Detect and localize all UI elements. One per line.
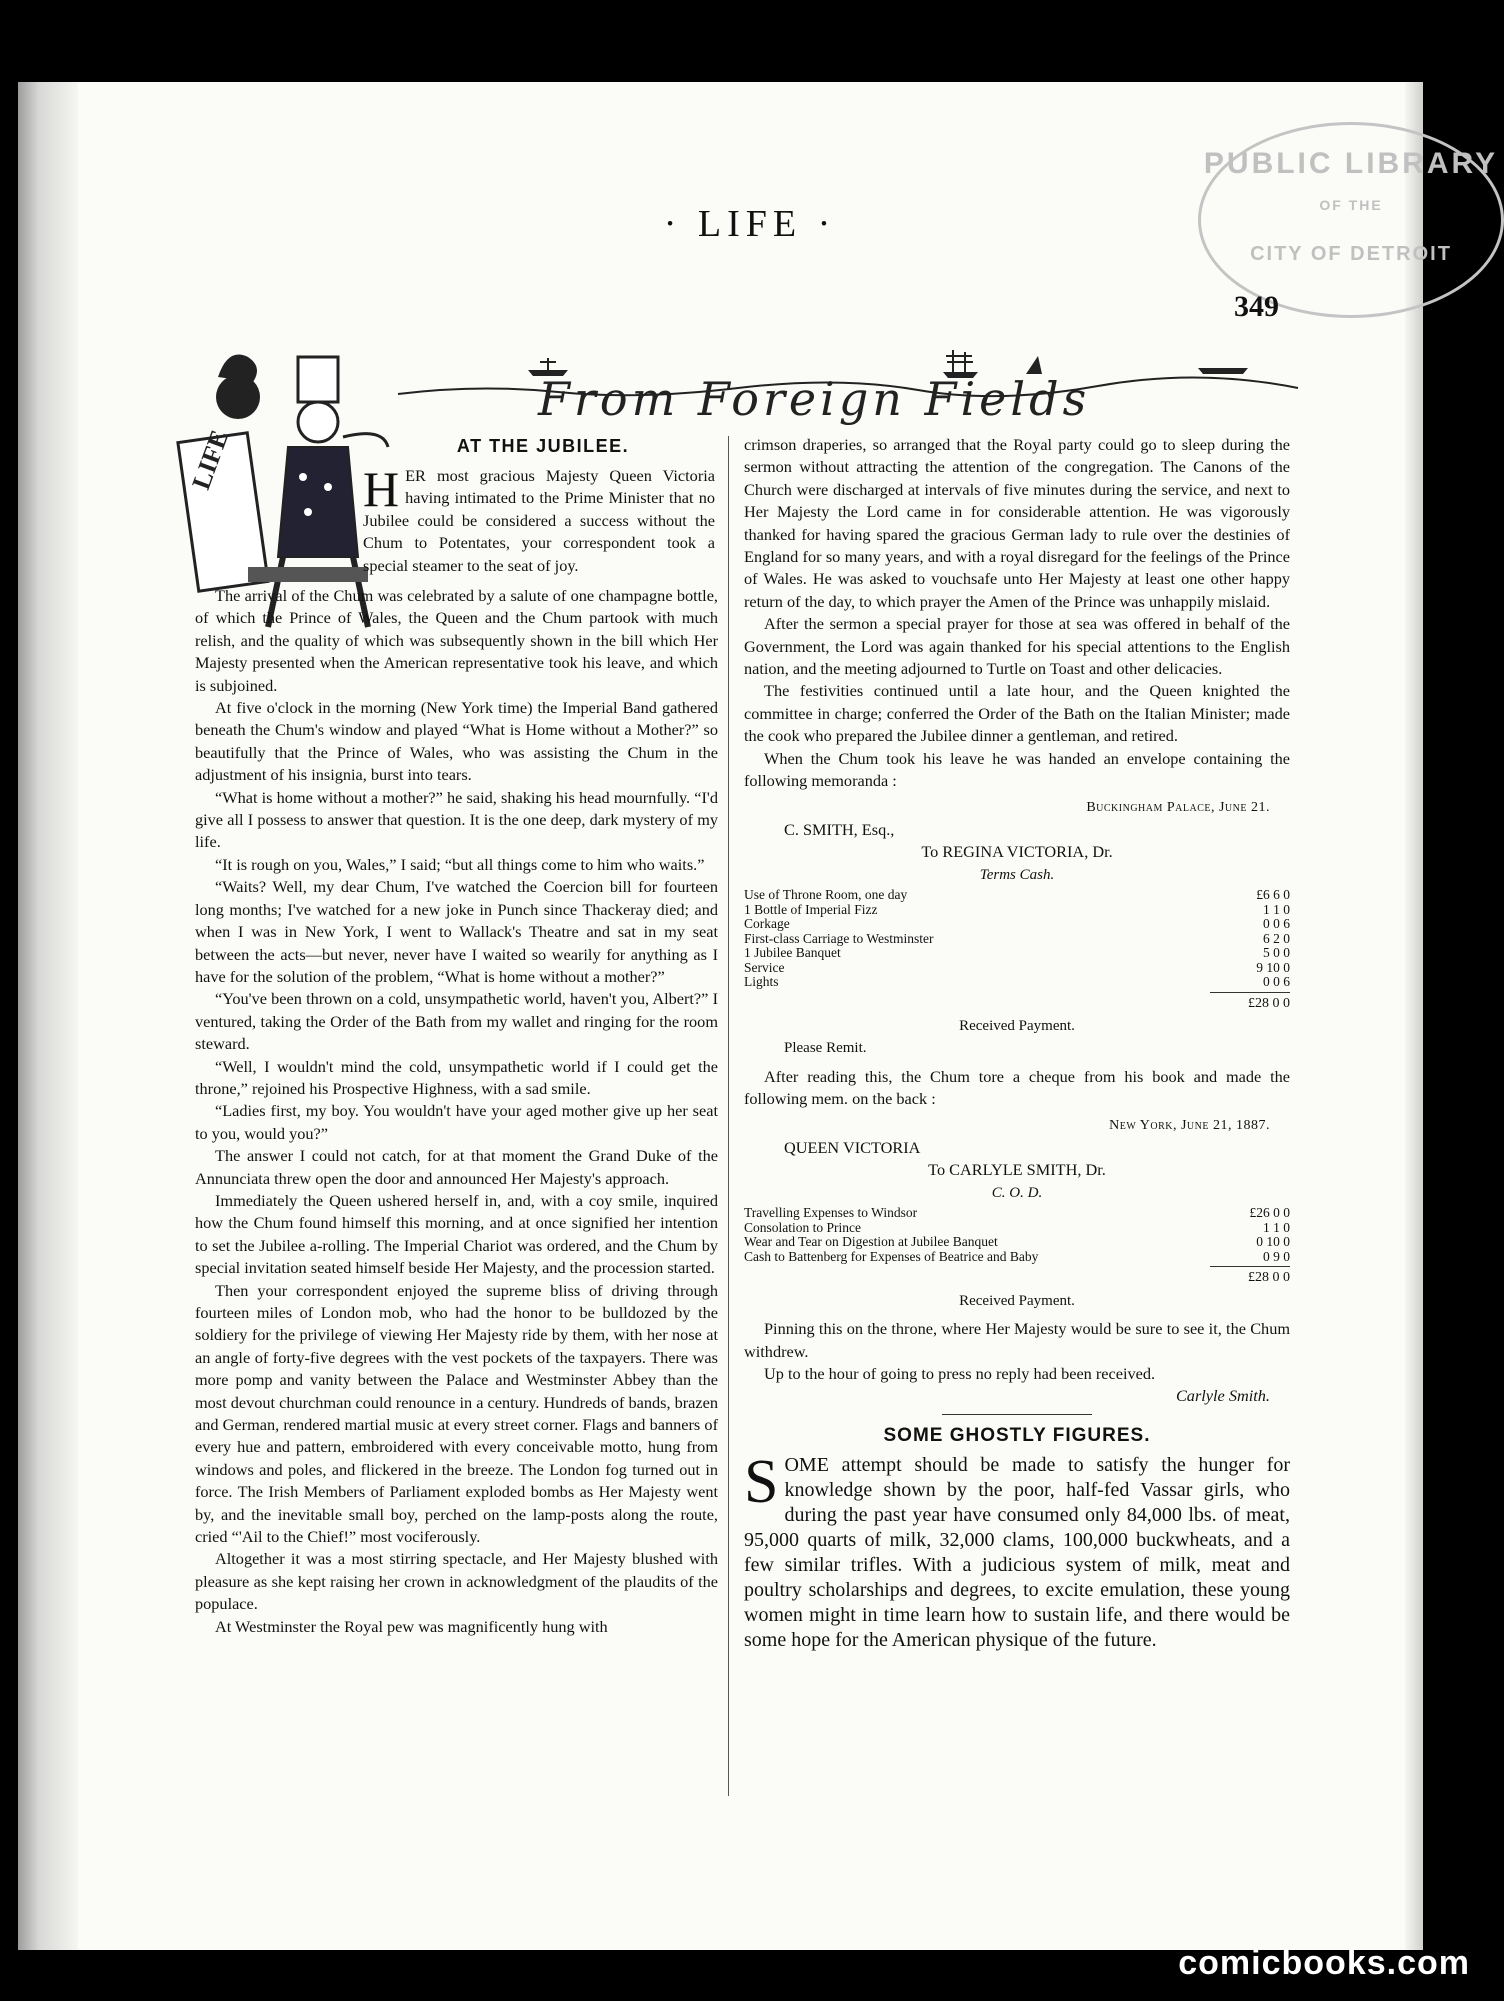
bill-item-amount: £6 6 0 <box>1256 887 1290 903</box>
intro-text: ER most gracious Majesty Queen Victoria having intimated to the Prime Minister that no Jubilee could be considered a success without the Chum to Potentates, your correspondent took a special steamer to the seat of joy. <box>363 466 715 575</box>
table-row <box>744 932 1290 947</box>
paragraph: crimson draperies, so arranged that the Royal party could go to sleep during the sermon without attracting the attention of the congregation. The Canons of the Church were discharged at intervals of five minutes during the service, and next to Her Majesty the Lord came in for considerable attention. He was vigorously thanked for having spared the gracious German lady to rule over the destinies of England for so many years, and with a royal disregard for the feelings of the Prince of Wales. He was asked to vouchsafe unto Her Majesty at least one other happy return of the day, to which prayer the Amen of the Prince was unhappily mislaid. <box>744 435 1290 611</box>
paragraph: Pinning this on the throne, where Her Majesty would be sure to see it, the Chum withdrew. <box>744 1319 1290 1361</box>
article-heading-jubilee: AT THE JUBILEE. <box>456 436 630 456</box>
bill-item-amount: 0 9 0 <box>1263 1248 1290 1264</box>
banner-title: From Foreign Fields <box>538 372 1091 426</box>
drop-cap-s: S <box>744 1448 779 1517</box>
table-row <box>744 1221 1290 1236</box>
table-row <box>744 1250 1290 1265</box>
bill-remit: Please Remit. <box>784 1040 867 1057</box>
table-row <box>744 1235 1290 1250</box>
bill-total: £28 0 0 <box>1210 1266 1290 1289</box>
paragraph: After the sermon a special prayer for those at sea was offered in behalf of the Government, the Lord was again thanked for his special attentions to the English nation, and the meeting adjourned to Turtle on Toast and other delicacies. <box>744 614 1290 679</box>
table-row <box>744 946 1290 961</box>
bill-total: £28 0 0 <box>1210 992 1290 1015</box>
stamp-line-1: PUBLIC LIBRARY <box>1203 147 1499 180</box>
bill-to-line: To CARLYLE SMITH, Dr. <box>928 1160 1106 1180</box>
bill-item-amount: 0 0 6 <box>1263 974 1290 990</box>
table-row <box>744 903 1290 918</box>
bill-item-label: 1 Bottle of Imperial Fizz <box>744 901 878 917</box>
bill-item-amount: 1 1 0 <box>1263 1219 1290 1235</box>
article-heading-ghostly: SOME GHOSTLY FIGURES. <box>883 1424 1151 1446</box>
paragraph: “Ladies first, my boy. You wouldn't have your aged mother give up her seat to you, would you?” <box>195 1101 718 1143</box>
table-row <box>744 917 1290 932</box>
paragraph: After reading this, the Chum tore a cheque from his book and made the following mem. on the back : <box>744 1066 1290 1109</box>
left-column <box>195 585 718 1638</box>
bill-item-label: Use of Throne Room, one day <box>744 887 908 903</box>
bill-received: Received Payment. <box>959 1018 1075 1035</box>
paragraph: “Waits? Well, my dear Chum, I've watched the Coercion bill for fourteen long months; I've watched for a new joke in Punch since Thackeray died; and when I was in New York, I went to Wallack's Theatre and sat in my seat between the acts—but never, never have I waited so wearily for anything as I have for the solution of the problem, “What is home without a mother?” <box>195 877 718 986</box>
bill-item-amount: 9 10 0 <box>1256 959 1290 975</box>
stamp-line-2: OF THE <box>1319 197 1383 213</box>
paragraph: Up to the hour of going to press no reply had been received. <box>764 1363 1156 1383</box>
site-watermark: comicbooks.com <box>1178 1944 1470 1982</box>
table-row <box>744 1206 1290 1221</box>
paragraph: At five o'clock in the morning (New York time) the Imperial Band gathered beneath the Chum's window and played “What is Home without a Mother?” so beautifully that the Prince of Wales, who was assisting the Chum in the adjustment of his insignia, burst into tears. <box>195 698 718 785</box>
bill-place-date: New York, June 21, 1887. <box>1109 1117 1270 1133</box>
bill-item-label: First-class Carriage to Westminster <box>744 930 934 946</box>
masthead: · LIFE · <box>663 203 837 245</box>
paragraph: Then your correspondent enjoyed the supreme bliss of driving through fourteen miles of London mob, who had the honor to be bulldozed by the soldiery for the privilege of viewing Her Majesty ride by them, with her nose at an angle of forty-five degrees with the vest pockets of the taxpayers. There was more pomp and vanity between the Palace and Westminster Abbey than the most devout churchman could renounce in a century. Hundreds of bands, brazen and German, rendered martial music at every street corner. Flags and banners of every hue and pattern, embroidered with every conceivable motto, hung from windows and poles, and flickered in the breeze. The London fog turned out in force. The Irish Members of Parliament exploded bombs as Her Majesty went by, and the inevitable small boy, perched on the lamp-posts along the route, cried “'Ail to the Chief!” most vociferously. <box>195 1280 718 1547</box>
bill-terms: C. O. D. <box>991 1184 1043 1201</box>
bill-received: Received Payment. <box>959 1292 1075 1309</box>
newspaper-label: LIFE <box>186 426 235 494</box>
bill-place-date: Buckingham Palace, June 21. <box>1086 799 1270 815</box>
bill-item-label: Service <box>744 959 785 975</box>
paragraph: When the Chum took his leave he was handed an envelope containing the following memoranda : <box>744 748 1290 791</box>
paragraph: The arrival of the Chum was celebrated by a salute of one champagne bottle, of which the Prince of Wales, the Queen and the Chum partook with much relish, and the quality of which was subsequently shown in the bill which Her Majesty presented when the American representative took his leave, and which is subjoined. <box>195 586 718 695</box>
paragraph: The answer I could not catch, for at that moment the Grand Duke of the Annunciata threw open the door and announced Her Majesty's approach. <box>195 1146 718 1188</box>
paragraph: “You've been thrown on a cold, unsympathetic world, haven't you, Albert?” I ventured, taking the Order of the Bath from my wallet and ringing for the room steward. <box>195 989 718 1054</box>
signature: Carlyle Smith. <box>1175 1386 1270 1406</box>
bill-2 <box>744 1115 1290 1312</box>
bill-item-label: Travelling Expenses to Windsor <box>744 1205 918 1221</box>
article-intro <box>363 461 715 577</box>
bill-item-label: Lights <box>744 974 779 990</box>
bill-item-label: Wear and Tear on Digestion at Jubilee Banquet <box>744 1234 998 1250</box>
right-column <box>744 434 1290 1653</box>
bill-item-label: 1 Jubilee Banquet <box>744 945 841 961</box>
bill-item-amount: 5 0 0 <box>1263 945 1290 961</box>
paragraph: Immediately the Queen ushered herself in, and, with a coy smile, inquired how the Chum found himself this morning, and at once signified her intention to set the Jubilee a-rolling. The Imperial Chariot was ordered, and the Chum by special invitation seated himself beside Her Majesty, and the procession started. <box>195 1190 718 1278</box>
magazine-page <box>18 82 1499 1950</box>
page-number: 349 <box>1234 290 1279 323</box>
paragraph: “What is home without a mother?” he said, shaking his head mournfully. “I'd give all I possess to answer that question. It is the one deep, dark mystery of my life. <box>195 787 718 852</box>
paragraph: “Well, I wouldn't mind the cold, unsympathetic world if I could get the throne,” rejoined his Prospective Highness, with a sad smile. <box>195 1056 718 1098</box>
table-row <box>744 975 1290 990</box>
bill-table <box>744 1206 1290 1264</box>
paragraph: The festivities continued until a late hour, and the Queen knighted the committee in charge; conferred the Order of the Bath on the Italian Minister; made the cook who prepared the Jubilee dinner a gentleman, and retired. <box>744 681 1290 746</box>
bill-terms: Terms Cash. <box>979 866 1055 883</box>
bill-item-amount: 1 1 0 <box>1263 901 1290 917</box>
bill-item-amount: £26 0 0 <box>1249 1205 1290 1221</box>
table-row <box>744 961 1290 976</box>
paragraph: “It is rough on you, Wales,” I said; “but all things come to him who waits.” <box>215 854 705 874</box>
ghostly-text: OME attempt should be made to satisfy the hunger for knowledge shown by the poor, half-fed Vassar girls, who during the past year have consumed only 84,000 lbs. of meat, 95,000 quarts of milk, 32,000 clams, 100,000 buckwheats, and a few similar trifles. With a judicious system of milk, meat and poultry scholarships and degrees, to excite emulation, these young women might in time learn how to sustain life, and there would be some hope for the American physique of the future. <box>744 1454 1290 1652</box>
bill-item-label: Cash to Battenberg for Expenses of Beatrice and Baby <box>744 1248 1039 1264</box>
bill-1 <box>744 797 1290 1060</box>
ghostly-body <box>744 1448 1290 1653</box>
column-divider <box>728 436 729 1796</box>
page-edge-shadow <box>1405 82 1423 1950</box>
table-row <box>744 888 1290 903</box>
section-rule <box>942 1414 1092 1415</box>
bill-item-label: Consolation to Prince <box>744 1219 861 1235</box>
bill-item-amount: 0 10 0 <box>1256 1234 1290 1250</box>
page-fold-shadow <box>18 82 78 1950</box>
bill-addressee: QUEEN VICTORIA <box>784 1138 921 1158</box>
paragraph: Altogether it was a most stirring spectacle, and Her Majesty blushed with pleasure as she kept raising her crown in acknowledgment of the plaudits of the populace. <box>195 1549 718 1614</box>
bill-to-line: To REGINA VICTORIA, Dr. <box>921 842 1113 862</box>
bill-item-label: Corkage <box>744 916 790 932</box>
drop-cap-h: H <box>363 461 400 517</box>
paragraph: At Westminster the Royal pew was magnificently hung with <box>215 1616 608 1636</box>
bill-table <box>744 888 1290 990</box>
stamp-line-3: CITY OF DETROIT <box>1250 243 1452 265</box>
bill-item-amount: 6 2 0 <box>1263 930 1290 946</box>
bill-addressee: C. SMITH, Esq., <box>784 819 895 839</box>
bill-item-amount: 0 0 6 <box>1263 916 1290 932</box>
